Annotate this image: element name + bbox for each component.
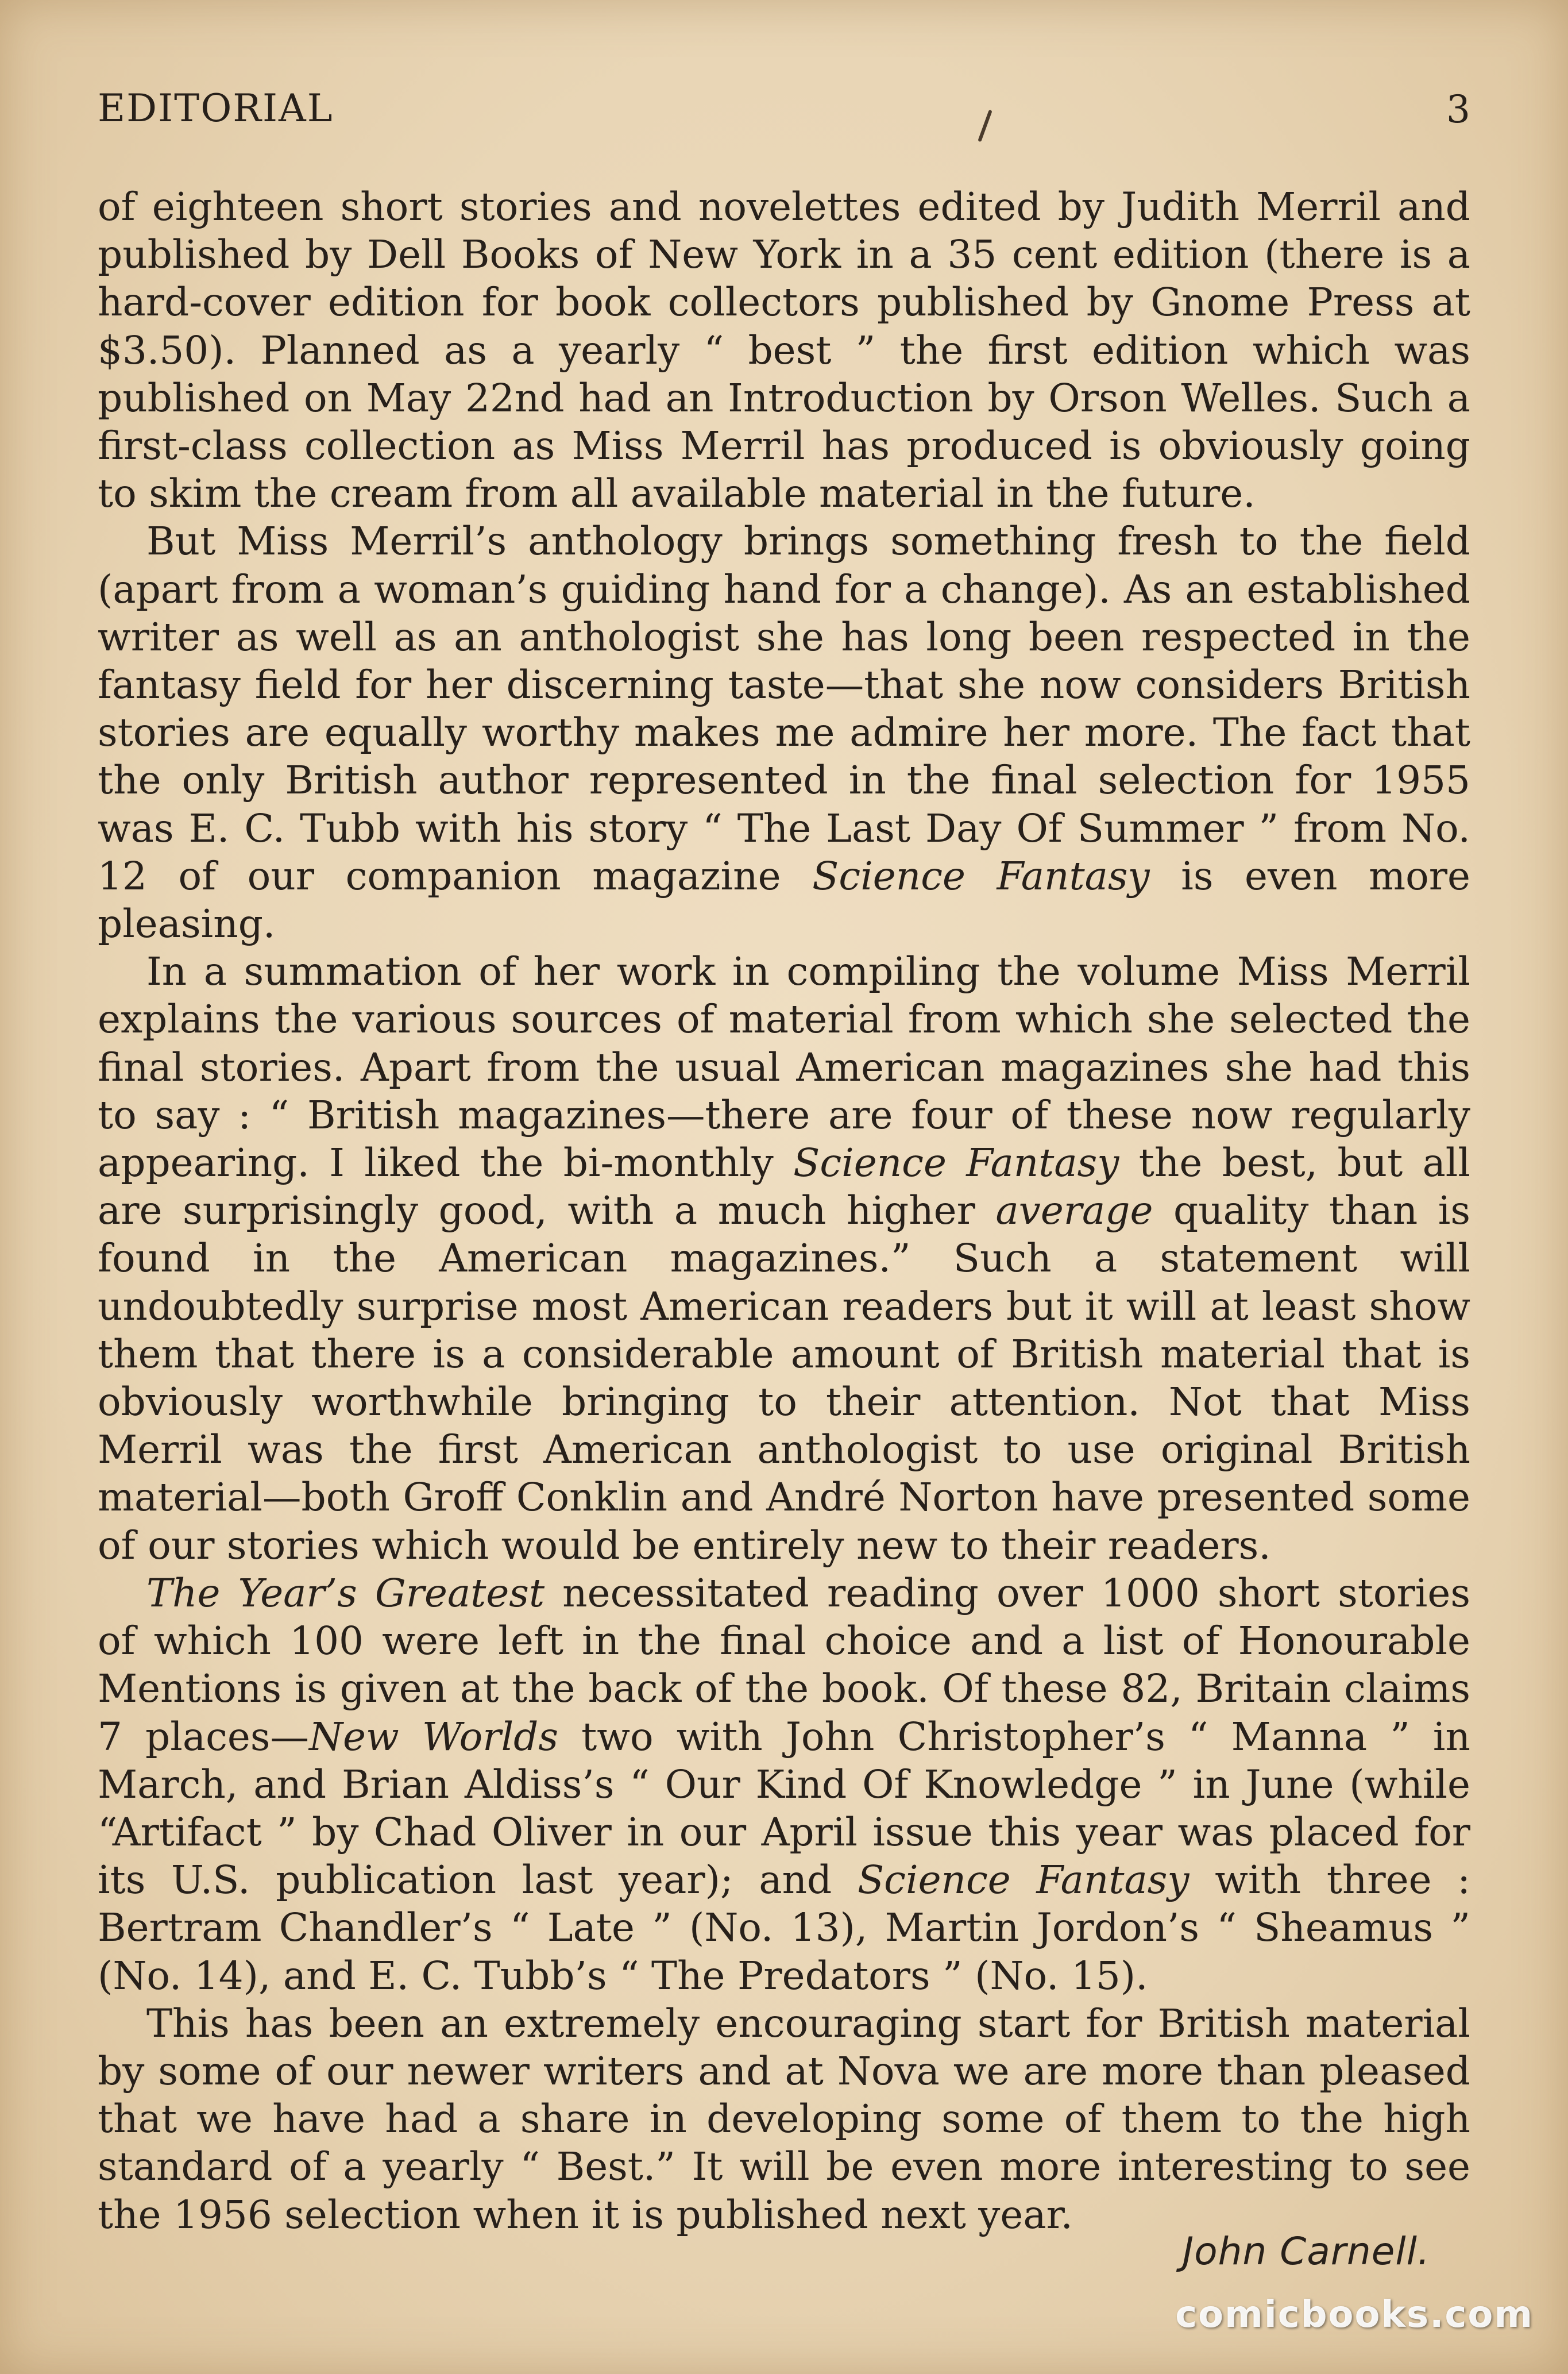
paragraph-text: quality than is found in the American magazines.” Such a statement will undoubtedly surprise most American readers but it will at least show them that there is a considerable amount of British material that is obviously worthwhile bringing to their attention. Not that Miss Merril was the first American anthologist to use original British material—both Groff Conklin and André Norton have presented some of our stories which would be entirely new to their readers.	[98, 1188, 1471, 1568]
author-signature: John Carnell.	[1182, 2229, 1430, 2273]
editorial-body	[98, 183, 1471, 2237]
paragraph-text: of eighteen short stories and novelettes edited by Judith Merril and published by Dell Books of New York in a 35 cent edition (there is a hard-cover edition for book collectors published by Gnome Press at $3.50). Planned as a yearly “ best ” the first edition which was published on May 22nd had an Introduction by Orson Welles. Such a first-class collection as Miss Merril has produced is obviously going to skim the cream from all available material in the future.	[98, 184, 1470, 517]
paragraph-1	[98, 183, 1470, 517]
paragraph-2	[98, 517, 1470, 947]
paragraph-text: necessitated reading over 1000 short stories of which 100 were left in the final choice and a list of Honourable Mentions is given at the back of the book. Of these 82, Britain claims 7 places—	[98, 1570, 1470, 1759]
paragraph-text: But Miss Merril’s anthology brings something fresh to the field (apart from a woman’s guiding hand for a change). As an established writer as well as an anthologist she has long been respected in the fantasy field for her discerning taste—that she now considers British stories are equally worthy makes me admire her more. The fact that the only British author represented in the final selection for 1955 was E. C. Tubb with his story “ The Last Day Of Summer ” from No. 12 of our companion magazine	[98, 518, 1470, 899]
magazine-title: Science Fantasy	[857, 1857, 1189, 1903]
paragraph-5	[98, 1999, 1470, 2238]
watermark: comicbooks.com	[1175, 2294, 1534, 2336]
book-title: The Year’s Greatest	[146, 1570, 545, 1616]
running-head: EDITORIAL	[98, 86, 334, 130]
magazine-title: New Worlds	[308, 1713, 559, 1759]
paragraph-text: is even more pleasing.	[98, 853, 1470, 947]
magazine-title: Science Fantasy	[793, 1140, 1119, 1186]
paragraph-text: the best, but all are surprisingly good, with a much higher	[98, 1140, 1470, 1234]
stray-ink-mark	[978, 110, 992, 142]
page-number: 3	[1446, 87, 1470, 132]
emphasis: average	[995, 1188, 1153, 1234]
paragraph-text: with three : Bertram Chandler’s “ Late ” (No. 13), Martin Jordon’s “ Sheamus ” (No. 14), and E. C. Tubb’s “ The Predators ” (No. 15).	[98, 1857, 1471, 1998]
magazine-title: Science Fantasy	[812, 853, 1150, 899]
paragraph-4	[98, 1569, 1470, 1999]
paragraph-text: This has been an extremely encouraging start for British material by some of our newer writers and at Nova we are more than pleased that we have had a share in developing some of them to the high standard of a yearly “ Best.” It will be even more interesting to see the 1956 selection when it is published next year.	[98, 2000, 1470, 2237]
paragraph-3	[98, 947, 1470, 1569]
paragraph-text: two with John Christopher’s “ Manna ” in March, and Brian Aldiss’s “ Our Kind Of Knowledge ” in June (while “Artifact ” by Chad Oliver in our April issue this year was placed for its U.S. publication last year); and	[98, 1713, 1470, 1903]
paragraph-text: In a summation of her work in compiling the volume Miss Merril explains the various sources of material from which she selected the final stories. Apart from the usual American magazines she had this to say : “ British magazines—there are four of these now regularly appearing. I liked the bi-monthly	[98, 949, 1470, 1186]
